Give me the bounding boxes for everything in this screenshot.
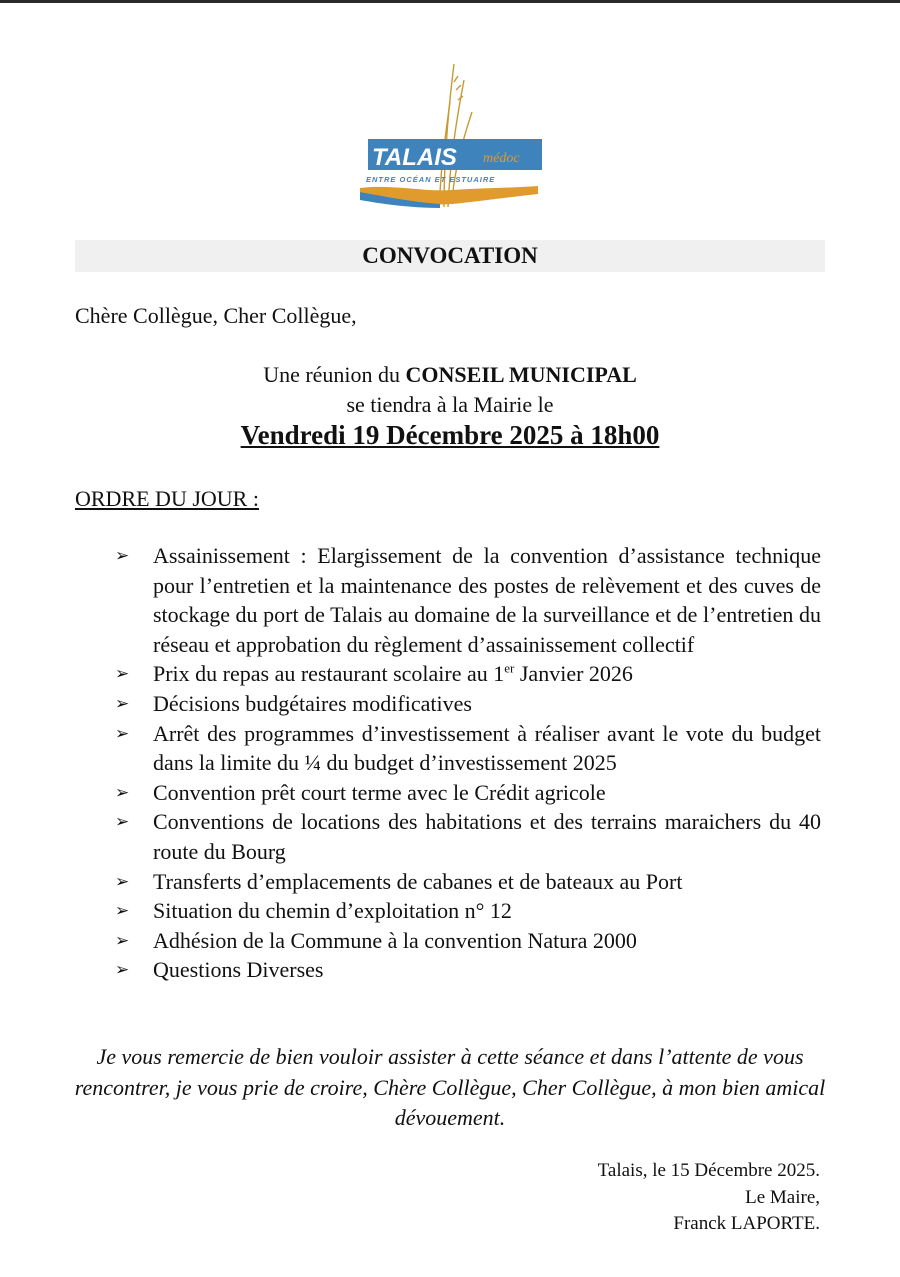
arrow-bullet-icon: ➢ — [115, 782, 130, 802]
meeting-date: Vendredi 19 Décembre 2025 à 18h00 — [240, 420, 660, 450]
agenda-item — [115, 896, 821, 926]
agenda-item — [115, 926, 821, 956]
agenda-item-text-main: Prix du repas au restaurant scolaire au 1 — [153, 661, 505, 687]
agenda-item-text-suffix: Janvier 2026 — [514, 661, 633, 687]
logo-name: TALAIS — [372, 144, 457, 171]
agenda-item-text: Conventions de locations des habitations et des terrains maraichers du 40 route du Bourg — [153, 809, 821, 864]
council-name: CONSEIL MUNICIPAL — [405, 362, 637, 387]
arrow-bullet-icon: ➢ — [115, 664, 130, 684]
meeting-line-2: se tiendra à la Mairie le — [346, 392, 554, 417]
arrow-bullet-icon: ➢ — [115, 960, 130, 980]
talais-logo — [352, 62, 548, 212]
ordinal-superscript: er — [504, 661, 515, 677]
agenda-item — [115, 778, 821, 808]
meeting-line-1 — [0, 362, 900, 388]
page-top-border — [0, 0, 900, 3]
agenda-item — [115, 719, 821, 778]
agenda-item — [115, 867, 821, 897]
arrow-bullet-icon: ➢ — [115, 871, 130, 891]
agenda-item-text: Situation du chemin d’exploitation n° 12 — [153, 898, 512, 924]
agenda-item-text — [153, 659, 821, 689]
reeds-icon — [440, 64, 472, 207]
agenda-item-text: Arrêt des programmes d’investissement à réaliser avant le vote du budget dans la limite du ¼ du budget d’investissement 2025 — [153, 720, 821, 776]
agenda-item-text: Questions Diverses — [153, 957, 324, 983]
agenda-item — [115, 659, 821, 689]
arrow-bullet-icon: ➢ — [115, 901, 130, 921]
arrow-bullet-icon: ➢ — [115, 693, 130, 713]
agenda-item-text: Assainissement : Elargissement de la convention d’assistance technique pour l’entretien et la maintenance des postes de relèvement et des cuves de stockage du port de Talais au domaine de la surveillance et de l’entretien du réseau et approbation du règlement d’assainissement collectif — [153, 543, 821, 657]
agenda-item-text: Adhésion de la Commune à la convention Natura 2000 — [153, 927, 637, 953]
arrow-bullet-icon: ➢ — [115, 546, 130, 565]
agenda-item — [115, 807, 821, 866]
agenda-item-text: Convention prêt court terme avec le Crédit agricole — [153, 779, 606, 805]
talais-logo-graphic — [352, 62, 548, 212]
meeting-line-1-prefix: Une réunion du — [263, 362, 406, 387]
signature-role: Le Maire, — [745, 1186, 820, 1208]
arrow-bullet-icon: ➢ — [115, 723, 130, 743]
agenda-item — [115, 955, 821, 985]
agenda-item — [115, 689, 821, 719]
signature-name: Franck LAPORTE. — [673, 1213, 820, 1234]
closing-paragraph: Je vous remercie de bien vouloir assister à cette séance et dans l’attente de vous rencontrer, je vous prie de croire, Chère Collègue, Cher Collègue, à mon bien amical dévouement. — [74, 1044, 826, 1130]
agenda-item-text: Transferts d’emplacements de cabanes et de bateaux au Port — [153, 868, 683, 894]
arrow-bullet-icon: ➢ — [115, 930, 130, 950]
signature-block — [598, 1158, 820, 1238]
signature-place-date: Talais, le 15 Décembre 2025. — [597, 1160, 820, 1181]
logo-region: médoc — [483, 151, 520, 166]
logo-tagline: ENTRE OCÉAN ET ESTUAIRE — [366, 175, 496, 184]
agenda-item — [115, 541, 821, 659]
arrow-bullet-icon: ➢ — [115, 812, 130, 832]
agenda-list — [115, 541, 821, 985]
document-title: CONVOCATION — [362, 243, 538, 268]
agenda-heading: ORDRE DU JOUR : — [75, 486, 259, 511]
greeting: Chère Collègue, Cher Collègue, — [75, 303, 357, 328]
agenda-item-text: Décisions budgétaires modificatives — [153, 690, 472, 716]
